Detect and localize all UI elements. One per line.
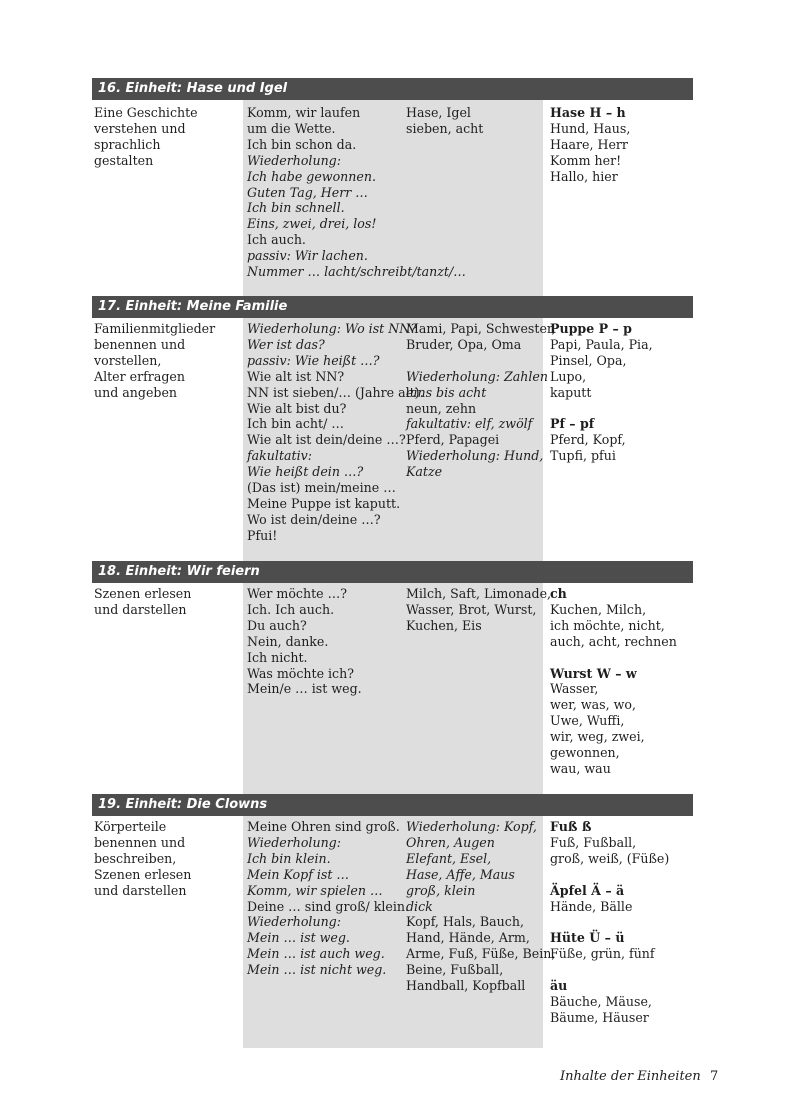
phrase-line: Wo ist dein/deine …? bbox=[247, 511, 381, 527]
goals-column bbox=[94, 586, 191, 618]
spacer bbox=[550, 867, 669, 883]
letter-line: Fuß, Fußball, bbox=[550, 834, 637, 850]
phrase-line: Ich bin schnell. bbox=[247, 200, 345, 216]
page-number: 7 bbox=[710, 1069, 719, 1084]
letter-line: Uwe, Wuffi, bbox=[550, 713, 625, 729]
phrase-line: passiv: Wir lachen. bbox=[247, 248, 368, 264]
spacer bbox=[550, 650, 677, 666]
vocab-line: Bruder, Opa, Oma bbox=[406, 336, 522, 352]
phrase-line: Wie alt bist du? bbox=[247, 400, 347, 416]
goal-line: Szenen erlesen bbox=[94, 586, 192, 601]
phrase-line: NN ist sieben/… (Jahre alt). bbox=[247, 384, 424, 400]
phrase-line: Wer ist das? bbox=[247, 336, 325, 352]
phrase-line: um die Wette. bbox=[247, 120, 336, 136]
vocab-line: Hase, Affe, Maus bbox=[406, 866, 515, 882]
phrase-line: Mein … ist nicht weg. bbox=[247, 962, 387, 978]
goal-line: Körperteile bbox=[94, 819, 167, 834]
vocab-column bbox=[406, 105, 483, 137]
goal-line: und darstellen bbox=[94, 882, 187, 898]
letter-line: Wurst W – w bbox=[550, 665, 637, 681]
goal-line: Alter erfragen bbox=[94, 368, 185, 384]
vocab-line: Hase, Igel bbox=[406, 105, 471, 120]
vocab-line: neun, zehn bbox=[406, 400, 477, 416]
vocab-line: Milch, Saft, Limonade, bbox=[406, 586, 552, 601]
phrase-line: Mein Kopf ist … bbox=[247, 866, 350, 882]
letter-line: Fuß ß bbox=[550, 819, 592, 834]
vocab-line: Pferd, Papagei bbox=[406, 432, 500, 448]
letter-line: Hallo, hier bbox=[550, 168, 618, 184]
phrase-line: Mein … ist weg. bbox=[247, 930, 350, 946]
phrase-line: Eins, zwei, drei, los! bbox=[247, 216, 377, 232]
letter-line: Bäuche, Mäuse, bbox=[550, 993, 652, 1009]
letters-column bbox=[550, 321, 653, 464]
phrase-line: Ich bin acht/ … bbox=[247, 416, 344, 432]
phrase-line: Deine … sind groß/ klein. bbox=[247, 898, 409, 914]
phrase-line: Mein/e … ist weg. bbox=[247, 681, 362, 697]
phrase-line: passiv: Wie heißt …? bbox=[247, 352, 380, 368]
unit-title: 16. Einheit: Hase und Igel bbox=[98, 81, 288, 96]
phrase-line: Ich bin klein. bbox=[247, 850, 331, 866]
goal-line: gestalten bbox=[94, 152, 154, 168]
phrase-line: Wiederholung: bbox=[247, 152, 341, 168]
letter-line: Papi, Paula, Pia, bbox=[550, 336, 653, 352]
vocab-line: Elefant, Esel, bbox=[406, 850, 492, 866]
letters-column bbox=[550, 105, 630, 185]
unit-header bbox=[92, 296, 693, 318]
vocab-line: Katze bbox=[406, 464, 443, 480]
vocab-line: Hand, Hände, Arm, bbox=[406, 930, 530, 946]
unit-title: 19. Einheit: Die Clowns bbox=[98, 797, 268, 812]
phrase-line: Mein … ist auch weg. bbox=[247, 946, 385, 962]
letter-line: wer, was, wo, bbox=[550, 697, 636, 713]
goal-line: benennen und bbox=[94, 834, 186, 850]
phrase-line: Nein, danke. bbox=[247, 633, 329, 649]
vocab-line: Wasser, Brot, Wurst, bbox=[406, 601, 537, 617]
phrase-line: Wie alt ist dein/deine …? bbox=[247, 432, 406, 448]
goal-line: beschreiben, bbox=[94, 850, 177, 866]
phrase-line: Meine Puppe ist kaputt. bbox=[247, 495, 401, 511]
vocab-line: Wiederholung: Zahlen bbox=[406, 368, 548, 384]
phrase-line: Wiederholung: Wo ist NN? bbox=[247, 321, 418, 336]
vocab-line: Mami, Papi, Schwester, bbox=[406, 321, 556, 336]
unit-header bbox=[92, 78, 693, 100]
goals-column bbox=[94, 105, 198, 169]
phrases-column bbox=[247, 321, 424, 544]
letter-line: wir, weg, zwei, bbox=[550, 729, 645, 745]
goal-line: Familienmitglieder bbox=[94, 321, 216, 336]
letter-line: ich möchte, nicht, bbox=[550, 617, 665, 633]
phrase-line: fakultativ: bbox=[247, 448, 312, 464]
letter-line: kaputt bbox=[550, 384, 592, 400]
vocab-line: Kopf, Hals, Bauch, bbox=[406, 914, 524, 930]
letter-line: Komm her! bbox=[550, 152, 622, 168]
letter-line: Pinsel, Opa, bbox=[550, 352, 627, 368]
spacer bbox=[550, 914, 669, 930]
vocab-line: Kuchen, Eis bbox=[406, 617, 482, 633]
letter-line: Wasser, bbox=[550, 681, 599, 697]
phrase-line: Du auch? bbox=[247, 617, 307, 633]
letter-line: Füße, grün, fünf bbox=[550, 946, 655, 962]
phrase-line: Meine Ohren sind groß. bbox=[247, 819, 400, 834]
goals-column bbox=[94, 321, 215, 401]
letter-line: wau, wau bbox=[550, 760, 611, 776]
spacer bbox=[550, 401, 653, 417]
letter-line: gewonnen, bbox=[550, 745, 620, 761]
phrase-line: Wiederholung: bbox=[247, 834, 341, 850]
goal-line: Szenen erlesen bbox=[94, 866, 192, 882]
letter-line: Hände, Bälle bbox=[550, 898, 633, 914]
goal-line: Eine Geschichte bbox=[94, 105, 198, 120]
phrase-line: Ich auch. bbox=[247, 232, 306, 248]
vocab-line: Ohren, Augen bbox=[406, 834, 495, 850]
letter-line: ch bbox=[550, 586, 567, 601]
letter-line: Puppe P – p bbox=[550, 321, 632, 336]
vocab-line: Wiederholung: Hund, bbox=[406, 448, 544, 464]
phrase-line: Ich. Ich auch. bbox=[247, 601, 335, 617]
phrase-line: Was möchte ich? bbox=[247, 665, 354, 681]
goal-line: verstehen und bbox=[94, 120, 186, 136]
phrase-line: Ich bin schon da. bbox=[247, 136, 357, 152]
spacer bbox=[406, 353, 556, 369]
letter-line: Hund, Haus, bbox=[550, 120, 631, 136]
vocab-line: eins bis acht bbox=[406, 384, 487, 400]
phrases-column bbox=[247, 819, 409, 978]
letter-line: auch, acht, rechnen bbox=[550, 633, 677, 649]
letter-line: groß, weiß, (Füße) bbox=[550, 850, 670, 866]
unit-header bbox=[92, 794, 693, 816]
vocab-line: groß, klein bbox=[406, 882, 476, 898]
vocab-line: Handball, Kopfball bbox=[406, 978, 526, 994]
letter-line: Hüte Ü – ü bbox=[550, 930, 625, 946]
goal-line: vorstellen, bbox=[94, 352, 162, 368]
vocab-line: Beine, Fußball, bbox=[406, 962, 504, 978]
unit-header bbox=[92, 561, 693, 583]
letter-line: Kuchen, Milch, bbox=[550, 601, 647, 617]
letters-column bbox=[550, 819, 669, 1026]
goal-line: und angeben bbox=[94, 384, 178, 400]
letter-line: Hase H – h bbox=[550, 105, 626, 120]
goal-line: benennen und bbox=[94, 336, 186, 352]
vocab-column bbox=[406, 819, 555, 994]
phrase-line: Komm, wir laufen bbox=[247, 105, 361, 120]
phrase-line: Wie alt ist NN? bbox=[247, 368, 345, 384]
goal-line: sprachlich bbox=[94, 136, 161, 152]
vocab-line: sieben, acht bbox=[406, 120, 484, 136]
goals-column bbox=[94, 819, 191, 899]
letter-line: Äpfel Ä – ä bbox=[550, 882, 625, 898]
unit-title: 17. Einheit: Meine Familie bbox=[98, 299, 288, 314]
letters-column bbox=[550, 586, 677, 777]
letter-line: Haare, Herr bbox=[550, 136, 628, 152]
unit-title: 18. Einheit: Wir feiern bbox=[98, 564, 260, 579]
vocab-line: fakultativ: elf, zwölf bbox=[406, 416, 533, 432]
vocab-column bbox=[406, 586, 551, 634]
vocab-line: Arme, Fuß, Füße, Bein, bbox=[406, 946, 556, 962]
phrases-column bbox=[247, 586, 362, 697]
phrase-line: (Das ist) mein/meine … bbox=[247, 480, 396, 496]
goal-line: und darstellen bbox=[94, 601, 187, 617]
phrase-line: Ich nicht. bbox=[247, 649, 308, 665]
phrase-line: Guten Tag, Herr … bbox=[247, 184, 368, 200]
letter-line: Tupfi, pfui bbox=[550, 448, 616, 464]
phrase-line: Wer möchte …? bbox=[247, 586, 347, 601]
footer-title: Inhalte der Einheiten bbox=[560, 1069, 701, 1084]
letter-line: Lupo, bbox=[550, 368, 587, 384]
letter-line: Pferd, Kopf, bbox=[550, 432, 626, 448]
letter-line: Pf – pf bbox=[550, 416, 595, 432]
vocab-line: dick bbox=[406, 898, 433, 914]
phrase-line: Wie heißt dein …? bbox=[247, 464, 364, 480]
phrase-line: Wiederholung: bbox=[247, 914, 341, 930]
spacer bbox=[550, 962, 669, 978]
phrase-line: Pfui! bbox=[247, 527, 278, 543]
vocab-line: Wiederholung: Kopf, bbox=[406, 819, 537, 834]
phrase-line: Ich habe gewonnen. bbox=[247, 168, 376, 184]
letter-line: äu bbox=[550, 978, 568, 994]
letter-line: Bäume, Häuser bbox=[550, 1009, 649, 1025]
vocab-column bbox=[406, 321, 556, 480]
phrase-line: Nummer … lacht/schreibt/tanzt/… bbox=[247, 264, 466, 280]
phrase-line: Komm, wir spielen … bbox=[247, 882, 383, 898]
